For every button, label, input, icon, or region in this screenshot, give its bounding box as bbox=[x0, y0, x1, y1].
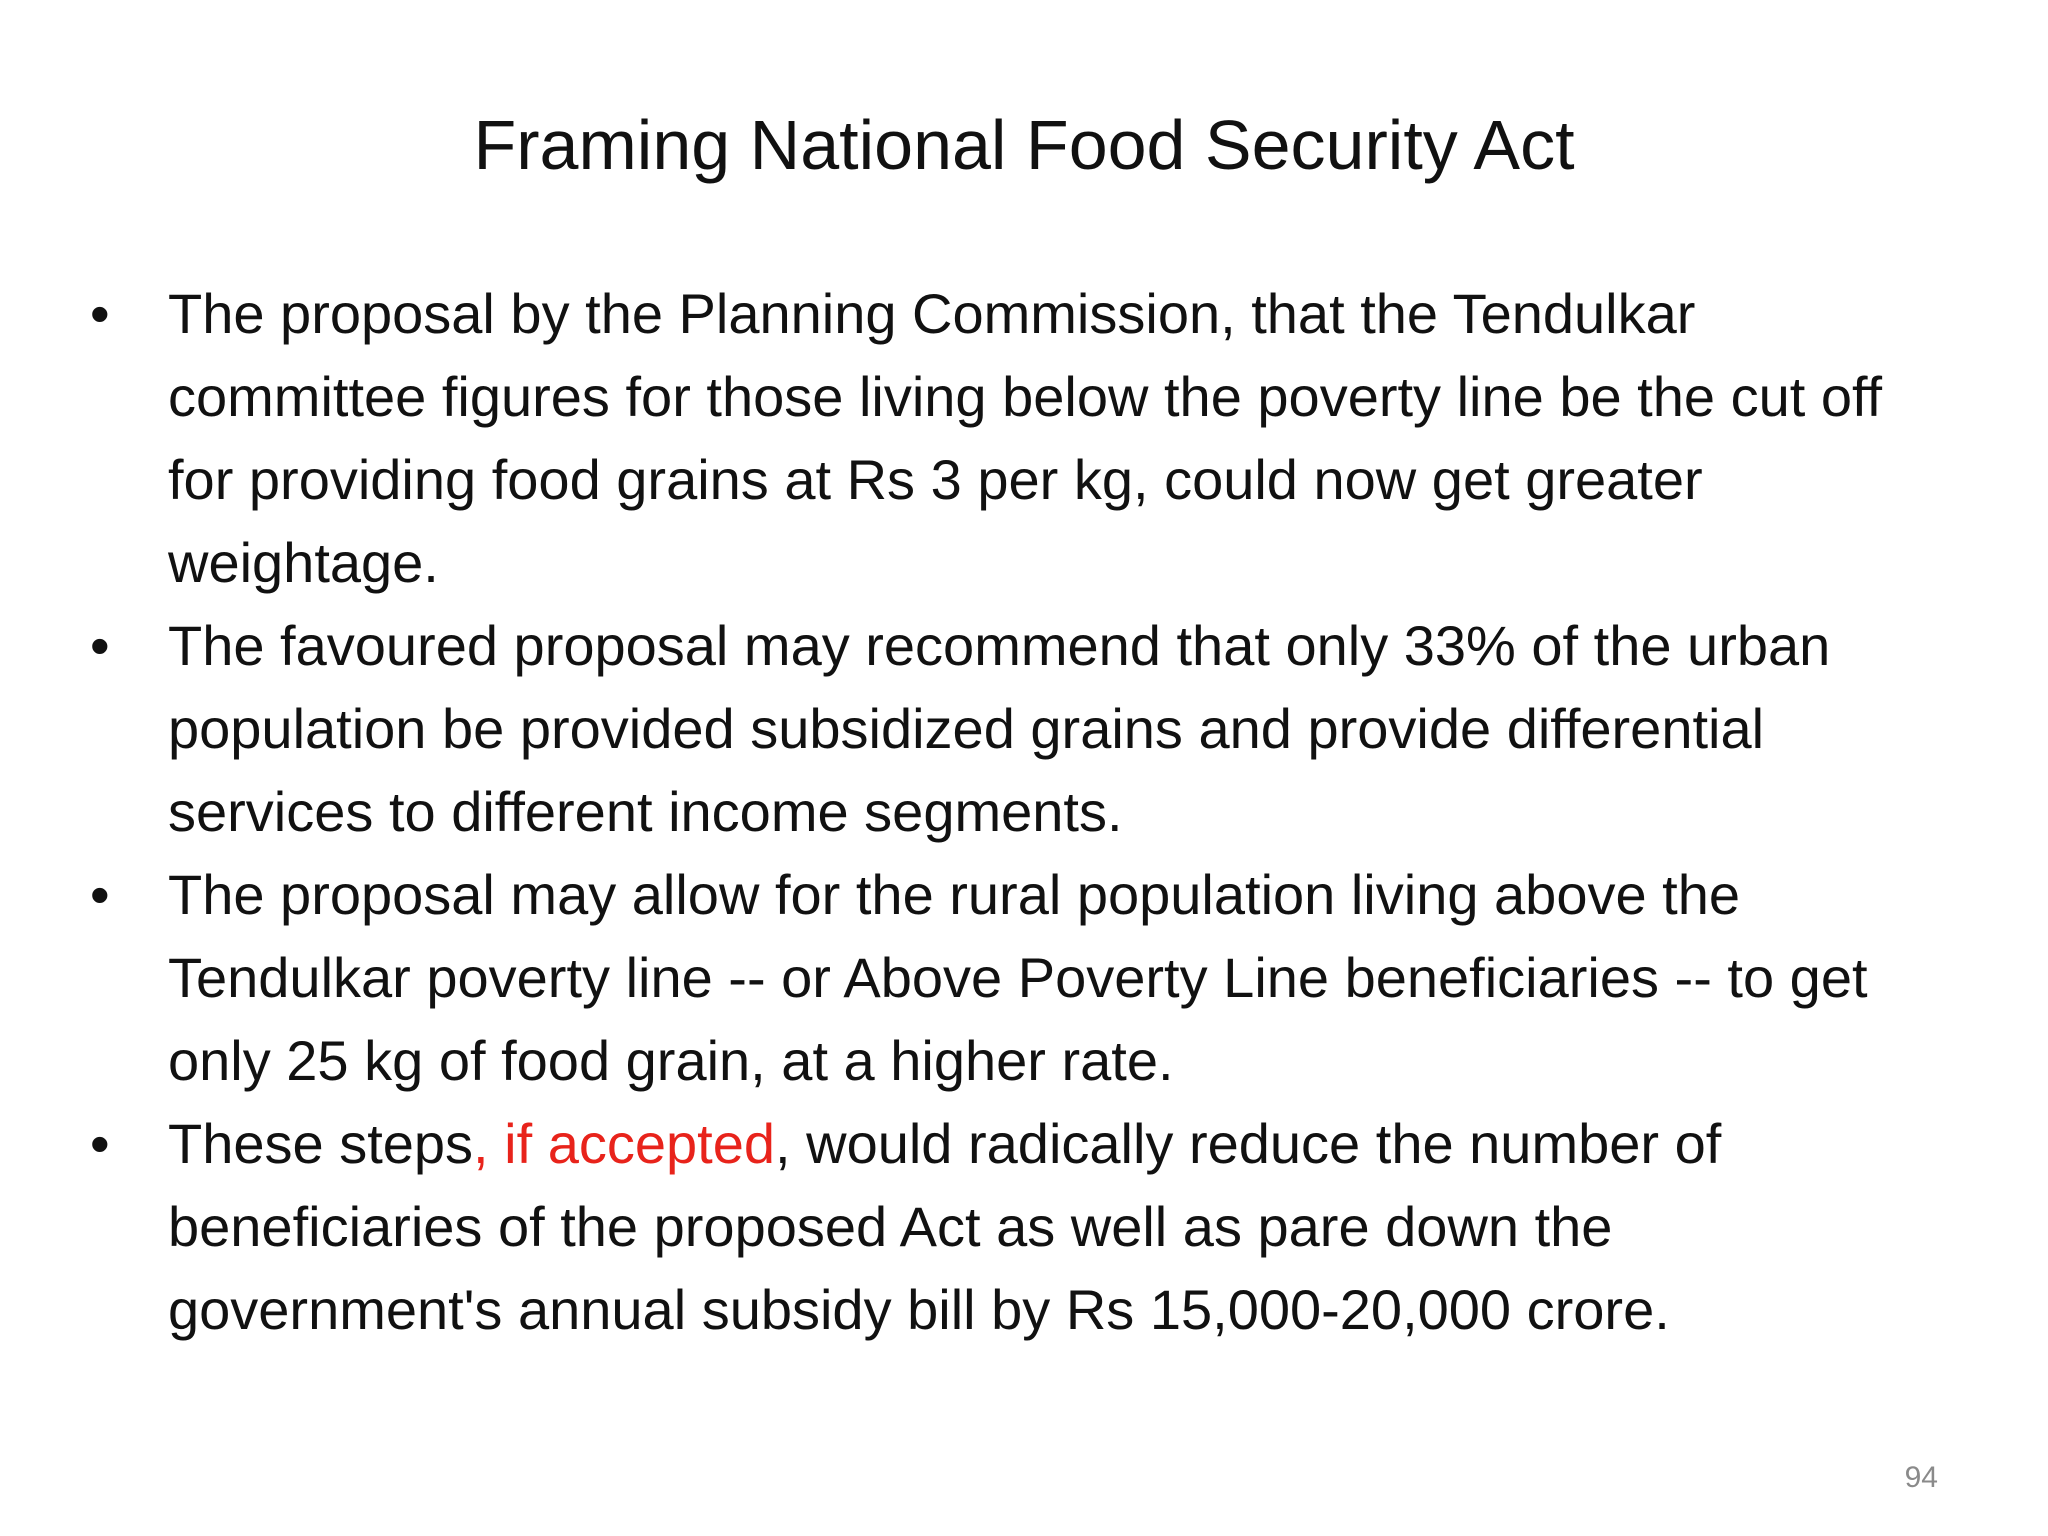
bullet-dot-icon: • bbox=[90, 282, 110, 345]
bullet-dot-icon: • bbox=[90, 1112, 110, 1175]
bullet-item bbox=[80, 1102, 1960, 1351]
slide-title: Framing National Food Security Act bbox=[473, 106, 1575, 184]
bullet-text: The proposal by the Planning Commission, that the Tendulkar committee figures for those living below the poverty line be the cut off for providing food grains at Rs 3 per kg, could now get greater weightage. bbox=[168, 282, 1883, 594]
bullet-item bbox=[80, 604, 1960, 853]
bullet-text-after: , would radically reduce the number of beneficiaries of the proposed Act as well as pare down the government's annual subsidy bill by Rs 15,000-20,000 crore. bbox=[168, 1112, 1722, 1341]
bullet-text: The proposal may allow for the rural population living above the Tendulkar poverty line -- or Above Poverty Line beneficiaries -- to get only 25 kg of food grain, at a higher rate. bbox=[168, 863, 1868, 1092]
bullet-item bbox=[80, 853, 1960, 1102]
bullet-dot-icon: • bbox=[90, 863, 110, 926]
bullet-text: The favoured proposal may recommend that only 33% of the urban population be provided subsidized grains and provide differential services to different income segments. bbox=[168, 614, 1831, 843]
bullet-item bbox=[80, 272, 1960, 604]
bullet-list bbox=[80, 272, 1960, 1351]
bullet-dot-icon: • bbox=[90, 614, 110, 677]
highlighted-phrase: , if accepted bbox=[473, 1112, 776, 1175]
bullet-text bbox=[168, 1112, 1721, 1341]
bullet-text-before: These steps bbox=[168, 1112, 474, 1175]
page-number: 94 bbox=[1904, 1461, 1938, 1494]
